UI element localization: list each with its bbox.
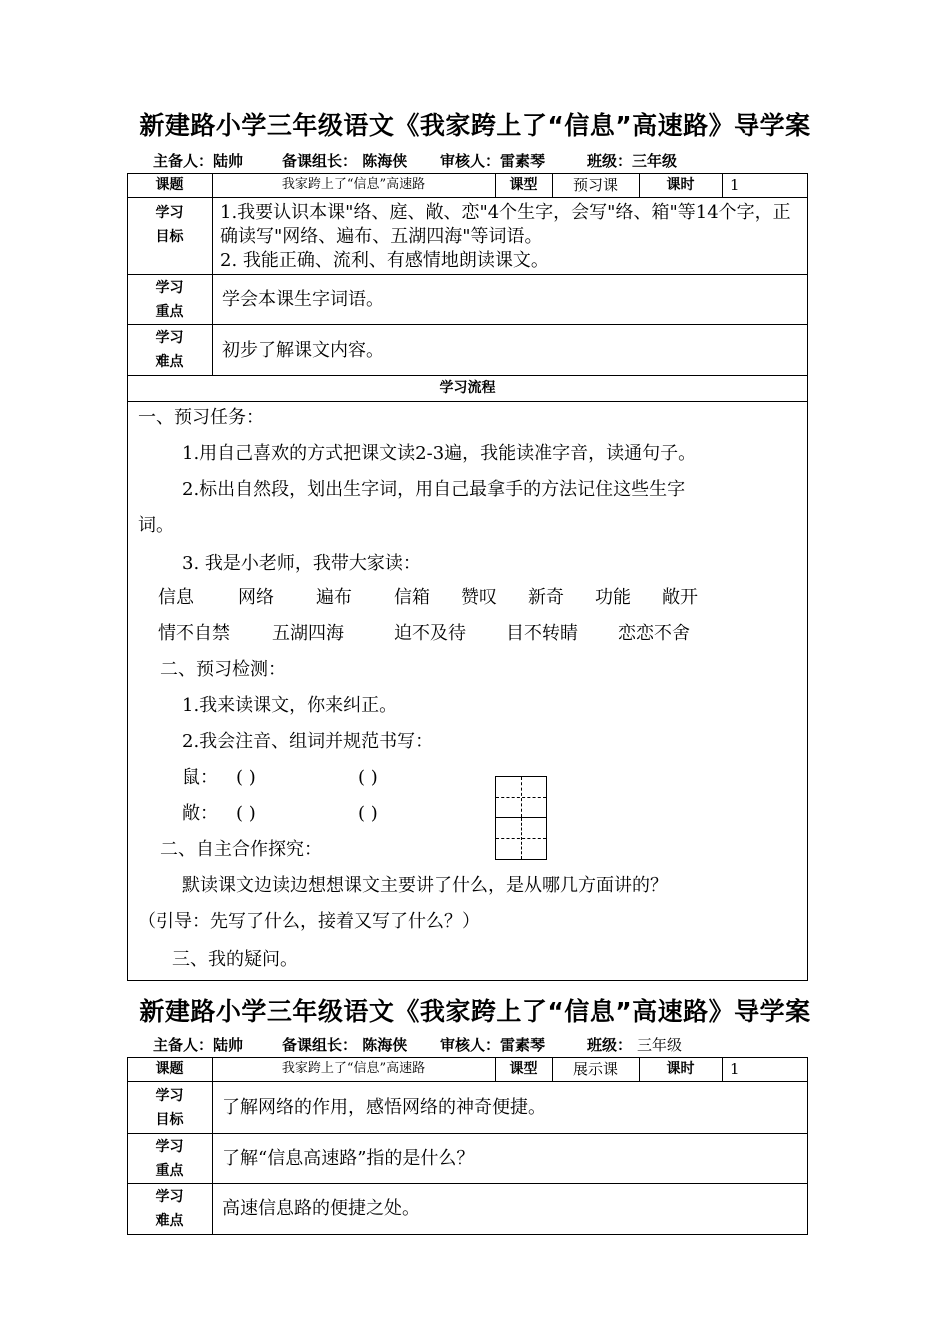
word: 敞开 [662, 587, 698, 608]
sheet1-meta [0, 150, 950, 170]
difficulty-label-line1: 学习 [155, 1189, 184, 1205]
difficulty-text: 高速信息路的便捷之处。 [222, 1198, 420, 1219]
process-s2-1: 1.我来读课文，你来纠正。 [182, 695, 398, 716]
word: 功能 [595, 587, 631, 608]
process-s2-2: 2.我会注音、组词并规范书写： [182, 731, 434, 752]
type-value: 展示课 [572, 1060, 618, 1078]
word: 遍布 [316, 587, 352, 608]
focus-label-line1: 学习 [155, 280, 184, 296]
process-s1-1: 1.用自己喜欢的方式把课文读2-3遍，我能读准字音，读通句子。 [182, 443, 697, 464]
topic-label: 课题 [155, 1061, 184, 1077]
process-s4: 三、我的疑问。 [172, 949, 298, 970]
topic-value: 我家跨上了“信息”高速路 [281, 177, 426, 192]
goals-label-line2: 目标 [155, 229, 184, 245]
difficulty-label [127, 1185, 212, 1233]
paren-blank: ( ) [236, 803, 256, 824]
grade: 班级：三年级 [587, 152, 678, 170]
focus-label [127, 1135, 212, 1183]
period-label: 课时 [666, 1061, 695, 1077]
topic-label: 课题 [155, 177, 184, 193]
focus-label-line1: 学习 [155, 1139, 184, 1155]
paren-blank: ( ) [358, 803, 378, 824]
char-chang: 敞： [182, 803, 218, 824]
topic-value: 我家跨上了“信息”高速路 [281, 1061, 426, 1076]
word: 新奇 [528, 587, 564, 608]
type-label: 课型 [509, 1061, 538, 1077]
period-label: 课时 [666, 177, 695, 193]
type-value: 预习课 [572, 176, 618, 194]
sheet2-title: 新建路小学三年级语文《我家跨上了“信息”高速路》导学案 [139, 997, 811, 1026]
process-s1-3: 3. 我是小老师，我带大家读： [182, 553, 421, 574]
process-s3: 二、自主合作探究： [160, 839, 322, 860]
paren-blank: ( ) [236, 767, 256, 788]
focus-text: 学会本课生字词语。 [222, 289, 384, 310]
grade-label: 班级： [587, 1036, 633, 1054]
process-s1-2b: 词。 [138, 515, 174, 536]
word: 网络 [238, 587, 274, 608]
focus-text: 了解“信息高速路”指的是什么？ [222, 1148, 475, 1169]
process-s1: 一、预习任务： [138, 407, 264, 428]
goals-line-1: 1.我要认识本课"络、庭、敞、恋"4个生字，会写"络、箱"等14个字，正确读写"网络、遍布、五湖四海"等词语。 [220, 202, 791, 247]
word: 信箱 [394, 587, 430, 608]
difficulty-label-line2: 难点 [155, 1213, 184, 1229]
sheet2-meta [0, 1034, 950, 1054]
process-s2: 二、预习检测： [160, 659, 286, 680]
sheet1-title: 新建路小学三年级语文《我家跨上了“信息”高速路》导学案 [139, 111, 811, 140]
focus-label-line2: 重点 [155, 304, 184, 320]
reviewer: 审核人：雷素琴 [440, 152, 546, 170]
difficulty-text: 初步了解课文内容。 [222, 340, 384, 361]
difficulty-label [127, 326, 212, 374]
goals-label [127, 1084, 212, 1132]
word: 恋恋不舍 [618, 623, 690, 644]
goals-text: 了解网络的作用，感悟网络的神奇便捷。 [222, 1097, 546, 1118]
goals-line-2: 2. 我能正确、流利、有感情地朗读课文。 [220, 250, 549, 271]
goals-text [220, 201, 802, 273]
focus-label [127, 276, 212, 324]
group-leader: 备课组长： 陈海侠 [282, 1036, 408, 1054]
group-leader: 备课组长： 陈海侠 [282, 152, 408, 170]
preparer: 主备人：陆帅 [153, 1036, 244, 1054]
word: 信息 [158, 587, 194, 608]
word: 目不转睛 [506, 623, 578, 644]
difficulty-label-line1: 学习 [155, 330, 184, 346]
type-label: 课型 [509, 177, 538, 193]
process-s3-text: 默读课文边读边想想课文主要讲了什么，是从哪几方面讲的？ [182, 875, 668, 896]
period-value: 1 [730, 176, 740, 194]
grade-value: 三年级 [637, 1036, 683, 1054]
goals-label-line1: 学习 [155, 1088, 184, 1104]
reviewer: 审核人：雷素琴 [440, 1036, 546, 1054]
word: 五湖四海 [272, 623, 344, 644]
word: 情不自禁 [158, 623, 230, 644]
period-value: 1 [730, 1060, 740, 1078]
word: 迫不及待 [394, 623, 466, 644]
word: 赞叹 [461, 587, 497, 608]
goals-label-line2: 目标 [155, 1112, 184, 1128]
goals-label-line1: 学习 [155, 205, 184, 221]
process-label: 学习流程 [439, 380, 496, 396]
goals-label [127, 201, 212, 249]
paren-blank: ( ) [358, 767, 378, 788]
char-shu: 鼠： [182, 767, 218, 788]
process-s1-2a: 2.标出自然段，划出生字词，用自己最拿手的方法记住这些生字 [182, 479, 686, 500]
focus-label-line2: 重点 [155, 1163, 184, 1179]
process-s3-hint: （引导：先写了什么，接着又写了什么？） [138, 911, 480, 932]
preparer: 主备人：陆帅 [153, 152, 244, 170]
difficulty-label-line2: 难点 [155, 354, 184, 370]
